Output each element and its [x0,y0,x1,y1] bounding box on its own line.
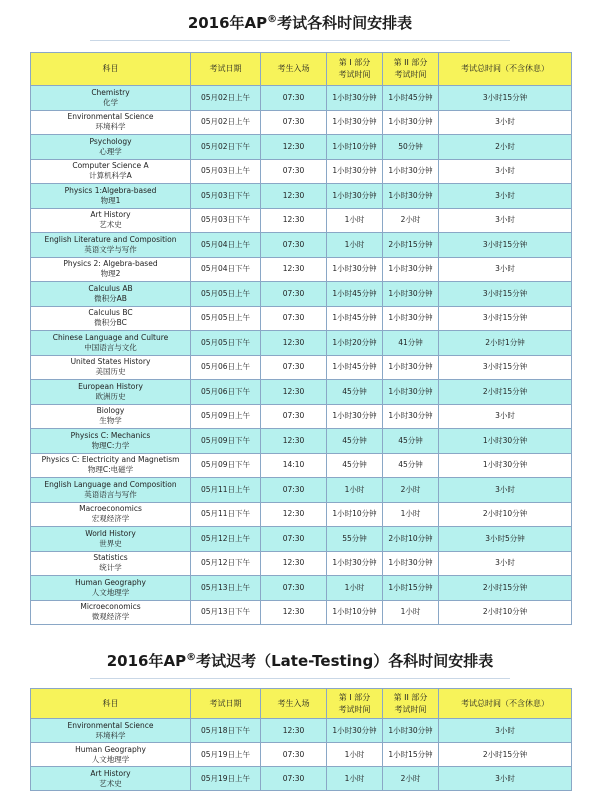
total-cell: 3小时 [439,208,572,233]
title-schedule-rest: 考试各科时间安排表 [277,14,413,32]
part2-cell: 1小时 [383,600,439,625]
subject-cell [31,429,191,454]
subject-cell [31,719,191,743]
subject-cell [31,380,191,405]
subject-zh: 物理2 [100,269,121,279]
schedule-body [31,86,572,625]
table-header-row [31,689,572,719]
subject-cell [31,233,191,258]
subject-zh: 微积分BC [94,318,127,328]
entry-cell: 07:30 [261,306,327,331]
table-row [31,478,572,503]
part2-cell: 1小时30分钟 [383,380,439,405]
total-cell: 2小时15分钟 [439,743,572,767]
subject-en: Human Geography [75,744,146,754]
table-row [31,453,572,478]
date-cell: 05月02日下午 [191,135,261,160]
subject-zh: 计算机科学A [89,171,132,181]
date-cell: 05月13日下午 [191,600,261,625]
table-row [31,159,572,184]
subject-zh: 环境科学 [95,122,126,132]
total-cell: 3小时15分钟 [439,233,572,258]
part1-cell: 1小时30分钟 [327,86,383,111]
header-part2: 第 II 部分 考试时间 [383,689,439,719]
part1-cell: 1小时10分钟 [327,135,383,160]
entry-cell: 07:30 [261,110,327,135]
entry-cell: 07:30 [261,527,327,552]
part2-cell: 1小时30分钟 [383,257,439,282]
date-cell: 05月03日下午 [191,184,261,209]
subject-cell [31,257,191,282]
entry-cell: 14:10 [261,453,327,478]
subject-en: Chemistry [91,87,130,97]
part1-cell: 1小时30分钟 [327,404,383,429]
part2-cell: 1小时30分钟 [383,110,439,135]
subject-zh: 统计学 [99,563,122,573]
entry-cell: 12:30 [261,380,327,405]
entry-cell: 12:30 [261,551,327,576]
table-row [31,502,572,527]
header-date: 考试日期 [191,689,261,719]
subject-cell [31,404,191,429]
subject-en: Calculus BC [88,308,133,318]
subject-zh: 欧洲历史 [95,391,126,401]
table-row [31,429,572,454]
entry-cell: 12:30 [261,257,327,282]
part2-cell: 2小时10分钟 [383,527,439,552]
part2-cell: 1小时30分钟 [383,551,439,576]
date-cell: 05月04日上午 [191,233,261,258]
part2-cell: 2小时 [383,208,439,233]
total-cell: 3小时 [439,404,572,429]
part1-cell: 1小时 [327,743,383,767]
total-cell: 2小时10分钟 [439,502,572,527]
subject-cell [31,527,191,552]
subject-en: Chinese Language and Culture [52,332,169,342]
subject-cell [31,135,191,160]
subject-zh: 微观经济学 [91,612,130,622]
total-cell: 3小时 [439,159,572,184]
part2-cell: 50分钟 [383,135,439,160]
table-header-row [31,53,572,86]
date-cell: 05月09日下午 [191,453,261,478]
subject-en: Biology [96,406,125,416]
late-testing-table [30,688,572,791]
title-late-main: 2016年AP [106,652,187,670]
date-cell: 05月05日上午 [191,306,261,331]
total-cell: 3小时 [439,551,572,576]
total-cell: 2小时 [439,135,572,160]
total-cell: 2小时15分钟 [439,576,572,601]
date-cell: 05月06日下午 [191,380,261,405]
subject-zh: 化学 [103,97,118,107]
part1-cell: 45分钟 [327,429,383,454]
subject-cell [31,110,191,135]
part1-cell: 45分钟 [327,380,383,405]
subject-zh: 人文地理学 [91,754,130,764]
entry-cell: 12:30 [261,208,327,233]
total-cell: 3小时15分钟 [439,306,572,331]
date-cell: 05月19日上午 [191,767,261,791]
subject-en: European History [78,381,143,391]
subject-en: Physics C: Electricity and Magnetism [41,455,180,465]
total-cell: 3小时 [439,257,572,282]
subject-cell [31,86,191,111]
subject-cell [31,600,191,625]
table-row [31,355,572,380]
part1-cell: 1小时 [327,478,383,503]
table-row [31,576,572,601]
part1-cell: 1小时 [327,576,383,601]
entry-cell: 07:30 [261,404,327,429]
subject-zh: 生物学 [99,416,122,426]
subject-zh: 环境科学 [95,730,126,740]
total-cell: 2小时1分钟 [439,331,572,356]
table-row [31,110,572,135]
date-cell: 05月06日上午 [191,355,261,380]
part1-cell: 1小时45分钟 [327,282,383,307]
subject-zh: 英语文学与写作 [84,244,137,254]
total-cell: 3小时15分钟 [439,86,572,111]
subject-cell [31,576,191,601]
part1-cell: 45分钟 [327,453,383,478]
subject-zh: 宏观经济学 [91,514,130,524]
subject-zh: 人文地理学 [91,587,130,597]
subject-zh: 艺术史 [99,220,122,230]
total-cell: 2小时10分钟 [439,600,572,625]
header-subject: 科目 [31,689,191,719]
table-row [31,404,572,429]
part1-cell: 1小时30分钟 [327,551,383,576]
subject-en: English Language and Composition [44,479,177,489]
date-cell: 05月09日上午 [191,404,261,429]
part1-cell: 1小时30分钟 [327,257,383,282]
date-cell: 05月13日上午 [191,576,261,601]
date-cell: 05月09日下午 [191,429,261,454]
subject-zh: 中国语言与文化 [84,342,137,352]
part2-cell: 45分钟 [383,429,439,454]
date-cell: 05月05日下午 [191,331,261,356]
subject-en: Environmental Science [67,112,154,122]
entry-cell: 12:30 [261,600,327,625]
table-row [31,135,572,160]
part1-cell: 1小时30分钟 [327,110,383,135]
subject-zh: 艺术史 [99,778,122,788]
date-cell: 05月03日下午 [191,208,261,233]
date-cell: 05月11日下午 [191,502,261,527]
date-cell: 05月18日下午 [191,719,261,743]
subject-zh: 美国历史 [95,367,126,377]
subject-en: Calculus AB [88,283,133,293]
part1-cell: 55分钟 [327,527,383,552]
table-row [31,719,572,743]
table-row [31,86,572,111]
subject-en: Physics C: Mechanics [70,430,151,440]
date-cell: 05月03日上午 [191,159,261,184]
subject-en: Microeconomics [80,602,141,612]
part2-cell: 1小时15分钟 [383,576,439,601]
part1-cell: 1小时10分钟 [327,600,383,625]
header-part1: 第 I 部分 考试时间 [327,689,383,719]
table-row [31,331,572,356]
subject-en: Art History [90,768,131,778]
subject-cell [31,208,191,233]
subject-en: Psychology [89,136,132,146]
subject-zh: 物理C:电磁学 [87,465,134,475]
title-schedule [0,12,600,33]
table-row [31,257,572,282]
part2-cell: 2小时 [383,478,439,503]
table-row [31,306,572,331]
entry-cell: 12:30 [261,184,327,209]
subject-cell [31,502,191,527]
subject-en: English Literature and Composition [44,234,177,244]
subject-en: World History [85,528,136,538]
part2-cell: 1小时45分钟 [383,86,439,111]
total-cell: 1小时30分钟 [439,453,572,478]
part2-cell: 1小时 [383,502,439,527]
part1-cell: 1小时30分钟 [327,184,383,209]
total-cell: 3小时 [439,719,572,743]
registered-mark: ® [267,14,278,25]
part1-cell: 1小时 [327,233,383,258]
subject-cell [31,184,191,209]
subject-en: United States History [70,357,151,367]
total-cell: 3小时 [439,110,572,135]
late-testing-body [31,719,572,791]
part2-cell: 1小时30分钟 [383,404,439,429]
table-row [31,282,572,307]
entry-cell: 12:30 [261,719,327,743]
subject-en: Statistics [93,553,128,563]
part1-cell: 1小时45分钟 [327,355,383,380]
subject-zh: 物理1 [100,195,121,205]
total-cell: 3小时5分钟 [439,527,572,552]
entry-cell: 07:30 [261,159,327,184]
entry-cell: 07:30 [261,233,327,258]
date-cell: 05月12日上午 [191,527,261,552]
subject-cell [31,551,191,576]
header-subject: 科目 [31,53,191,86]
total-cell: 3小时 [439,767,572,791]
date-cell: 05月02日上午 [191,86,261,111]
part2-cell: 41分钟 [383,331,439,356]
date-cell: 05月02日上午 [191,110,261,135]
table-row [31,233,572,258]
part2-cell: 2小时15分钟 [383,233,439,258]
entry-cell: 07:30 [261,743,327,767]
header-total: 考试总时间（不含休息） [439,689,572,719]
header-date: 考试日期 [191,53,261,86]
title-late-testing [0,650,600,671]
table-row [31,208,572,233]
entry-cell: 12:30 [261,331,327,356]
registered-mark: ® [186,652,197,663]
subject-en: Physics 1:Algebra-based [64,185,157,195]
date-cell: 05月05日上午 [191,282,261,307]
title-divider [90,678,510,679]
subject-en: Environmental Science [67,720,154,730]
subject-zh: 英语语言与写作 [84,489,137,499]
entry-cell: 12:30 [261,502,327,527]
date-cell: 05月04日下午 [191,257,261,282]
entry-cell: 07:30 [261,282,327,307]
header-entry: 考生入场 [261,689,327,719]
total-cell: 1小时30分钟 [439,429,572,454]
table-row [31,527,572,552]
total-cell: 3小时15分钟 [439,355,572,380]
total-cell: 3小时 [439,184,572,209]
part2-cell: 1小时30分钟 [383,306,439,331]
part2-cell: 1小时30分钟 [383,159,439,184]
subject-zh: 世界史 [99,538,122,548]
table-row [31,743,572,767]
entry-cell: 07:30 [261,86,327,111]
total-cell: 2小时15分钟 [439,380,572,405]
date-cell: 05月19日上午 [191,743,261,767]
header-part1: 第 I 部分 考试时间 [327,53,383,86]
total-cell: 3小时 [439,478,572,503]
subject-cell [31,478,191,503]
subject-cell [31,743,191,767]
part2-cell: 1小时30分钟 [383,719,439,743]
subject-en: Computer Science A [72,161,149,171]
part2-cell: 1小时30分钟 [383,184,439,209]
table-row [31,380,572,405]
subject-zh: 心理学 [99,146,122,156]
subject-cell [31,453,191,478]
part2-cell: 1小时15分钟 [383,743,439,767]
subject-zh: 物理C:力学 [91,440,130,450]
subject-cell [31,767,191,791]
subject-en: Physics 2: Algebra-based [63,259,158,269]
header-total: 考试总时间（不含休息） [439,53,572,86]
title-divider [90,40,510,41]
subject-cell [31,355,191,380]
table-row [31,600,572,625]
part1-cell: 1小时10分钟 [327,502,383,527]
part2-cell: 2小时 [383,767,439,791]
date-cell: 05月12日下午 [191,551,261,576]
part1-cell: 1小时 [327,208,383,233]
part1-cell: 1小时20分钟 [327,331,383,356]
table-row [31,184,572,209]
table-row [31,551,572,576]
header-entry: 考生入场 [261,53,327,86]
subject-cell [31,159,191,184]
title-schedule-main: 2016年AP [187,14,268,32]
subject-cell [31,282,191,307]
entry-cell: 07:30 [261,478,327,503]
date-cell: 05月11日上午 [191,478,261,503]
part2-cell: 1小时30分钟 [383,355,439,380]
entry-cell: 12:30 [261,429,327,454]
title-late-rest: 考试迟考（Late-Testing）各科时间安排表 [196,652,494,670]
part2-cell: 1小时30分钟 [383,282,439,307]
table-row [31,767,572,791]
entry-cell: 07:30 [261,576,327,601]
subject-cell [31,306,191,331]
subject-en: Macroeconomics [79,504,142,514]
subject-zh: 微积分AB [94,293,127,303]
part1-cell: 1小时 [327,767,383,791]
subject-en: Art History [90,210,131,220]
subject-cell [31,331,191,356]
header-part2: 第 II 部分 考试时间 [383,53,439,86]
subject-en: Human Geography [75,577,146,587]
part1-cell: 1小时30分钟 [327,159,383,184]
part2-cell: 45分钟 [383,453,439,478]
part1-cell: 1小时30分钟 [327,719,383,743]
part1-cell: 1小时45分钟 [327,306,383,331]
entry-cell: 07:30 [261,767,327,791]
entry-cell: 07:30 [261,355,327,380]
entry-cell: 12:30 [261,135,327,160]
schedule-table [30,52,572,625]
total-cell: 3小时15分钟 [439,282,572,307]
